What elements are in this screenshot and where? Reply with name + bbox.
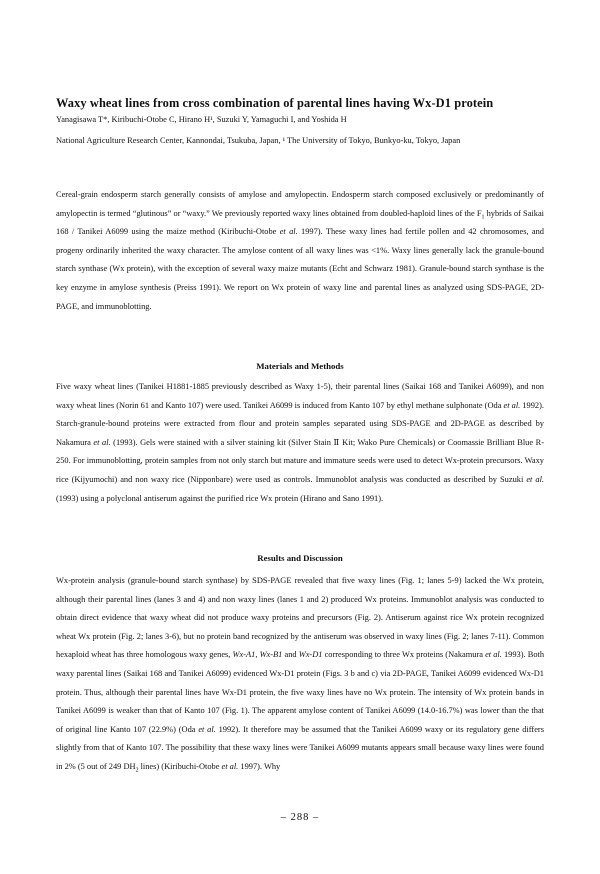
paper-title: Waxy wheat lines from cross combination of parental lines having Wx-D1 protein — [56, 96, 494, 110]
results-paragraph: Wx-protein analysis (granule-bound starch synthase) by SDS-PAGE revealed that five waxy lines (Fig. 1; lanes 5-9) lacked the Wx protein, although their parental lines (lanes 3 and 4) and non waxy lines (lanes 1 and 2) produced Wx proteins. Immunoblot analysis was conducted to obtain direct evidence that waxy wheat did not produce waxy proteins and precursors (Fig. 2). Antiserum against rice Wx protein recognized wheat Wx protein (Fig. 2; lanes 3-6), but no protein band recognized by the antiserum was observed in waxy lines (Fig. 2; lanes 7-11). Common hexaploid wheat has three homologous waxy genes, Wx-A1, Wx-B1 and Wx-D1 corresponding to three Wx proteins (Nakamura et al. 1993). Both waxy parental lines (Saikai 168 and Tanikei A6099) evidenced Wx-D1 protein (Figs. 3 b and c) via 2D-PAGE, Tanikei A6099 evidenced Wx-D1 protein. Thus, although their parental lines have Wx-D1 protein, the five waxy lines have no Wx protein. The intensity of Wx protein bands in Tanikei A6099 is weaker than that of Kanto 107 (Fig. 1). The apparent amylose content of Tanikei A6099 (14.0-16.7%) was lower than the that of original line Kanto 107 (22.9%) (Oda et al. 1992). It therefore may be assumed that the Tanikei A6099 waxy or its regulatory gene differs slightly from that of Kanto 107. The possibility that these waxy lines were Tanikei A6099 mutants appears small because waxy lines were found in 2% (5 out of 249 $DH_2$ lines) (Kiribuchi-Otobe et al. 1997). Why — [56, 576, 545, 774]
page-number: – 288 – — [280, 812, 320, 823]
affiliation: National Agriculture Research Center, Kannondai, Tsukuba, Japan, ¹ The University of Tokyo, Bunkyo-ku, Tokyo, Japan — [56, 136, 461, 145]
author-list: Yanagisawa T*, Kiribuchi-Otobe C, Hirano H¹, Suzuki Y, Yamaguchi I, and Yoshida H — [56, 115, 347, 124]
methods-heading: Materials and Methods — [256, 361, 344, 371]
results-heading: Results and Discussion — [257, 553, 343, 563]
intro-paragraph: Cereal-grain endosperm starch generally consists of amylose and amylopectin. Endosperm starch composed exclusively or predominantly of amylopectin is termed “glutinous” or “waxy.” We previously reported waxy lines obtained from doubled-haploid lines of the $F_1$ hybrids of Saikai 168 / Tanikei A6099 using the maize method (Kiribuchi-Otobe et al. 1997). These waxy lines had fertile pollen and 42 chromosomes, and progeny ordinarily inherited the waxy character. The amylose content of all waxy lines was <1%. Waxy lines generally lack the granule-bound starch synthase (Wx protein), with the exception of several waxy maize mutants (Echt and Schwarz 1981). Granule-bound starch synthase is the key enzyme in amylose synthesis (Preiss 1991). We report on Wx protein of waxy line and parental lines as analyzed using SDS-PAGE, 2D-PAGE, and immunoblotting. — [56, 190, 544, 311]
methods-paragraph: Five waxy wheat lines (Tanikei H1881-1885 previously described as Waxy 1-5), their parental lines (Saikai 168 and Tanikei A6099), and non waxy wheat lines (Norin 61 and Kanto 107) were used. Tanikei A6099 is induced from Kanto 107 by ethyl methane sulphonate (Oda et al. 1992). Starch-granule-bound proteins were extracted from flour and protein samples separated using SDS-PAGE and 2D-PAGE as described by Nakamura et al. (1993). Gels were stained with a silver staining kit (Silver Stain Ⅱ Kit; Wako Pure Chemicals) or Coomassie Brilliant Blue R-250. For immunoblotting, protein samples from not only starch but mature and immature seeds were used to detect Wx-protein precursors. Waxy rice (Kijyumochi) and non waxy rice (Nipponbare) were used as controls. Immunoblot analysis was conducted as described by Suzuki et al. (1993) using a polyclonal antiserum against the purified rice Wx protein (Hirano and Sano 1991). — [56, 382, 545, 503]
